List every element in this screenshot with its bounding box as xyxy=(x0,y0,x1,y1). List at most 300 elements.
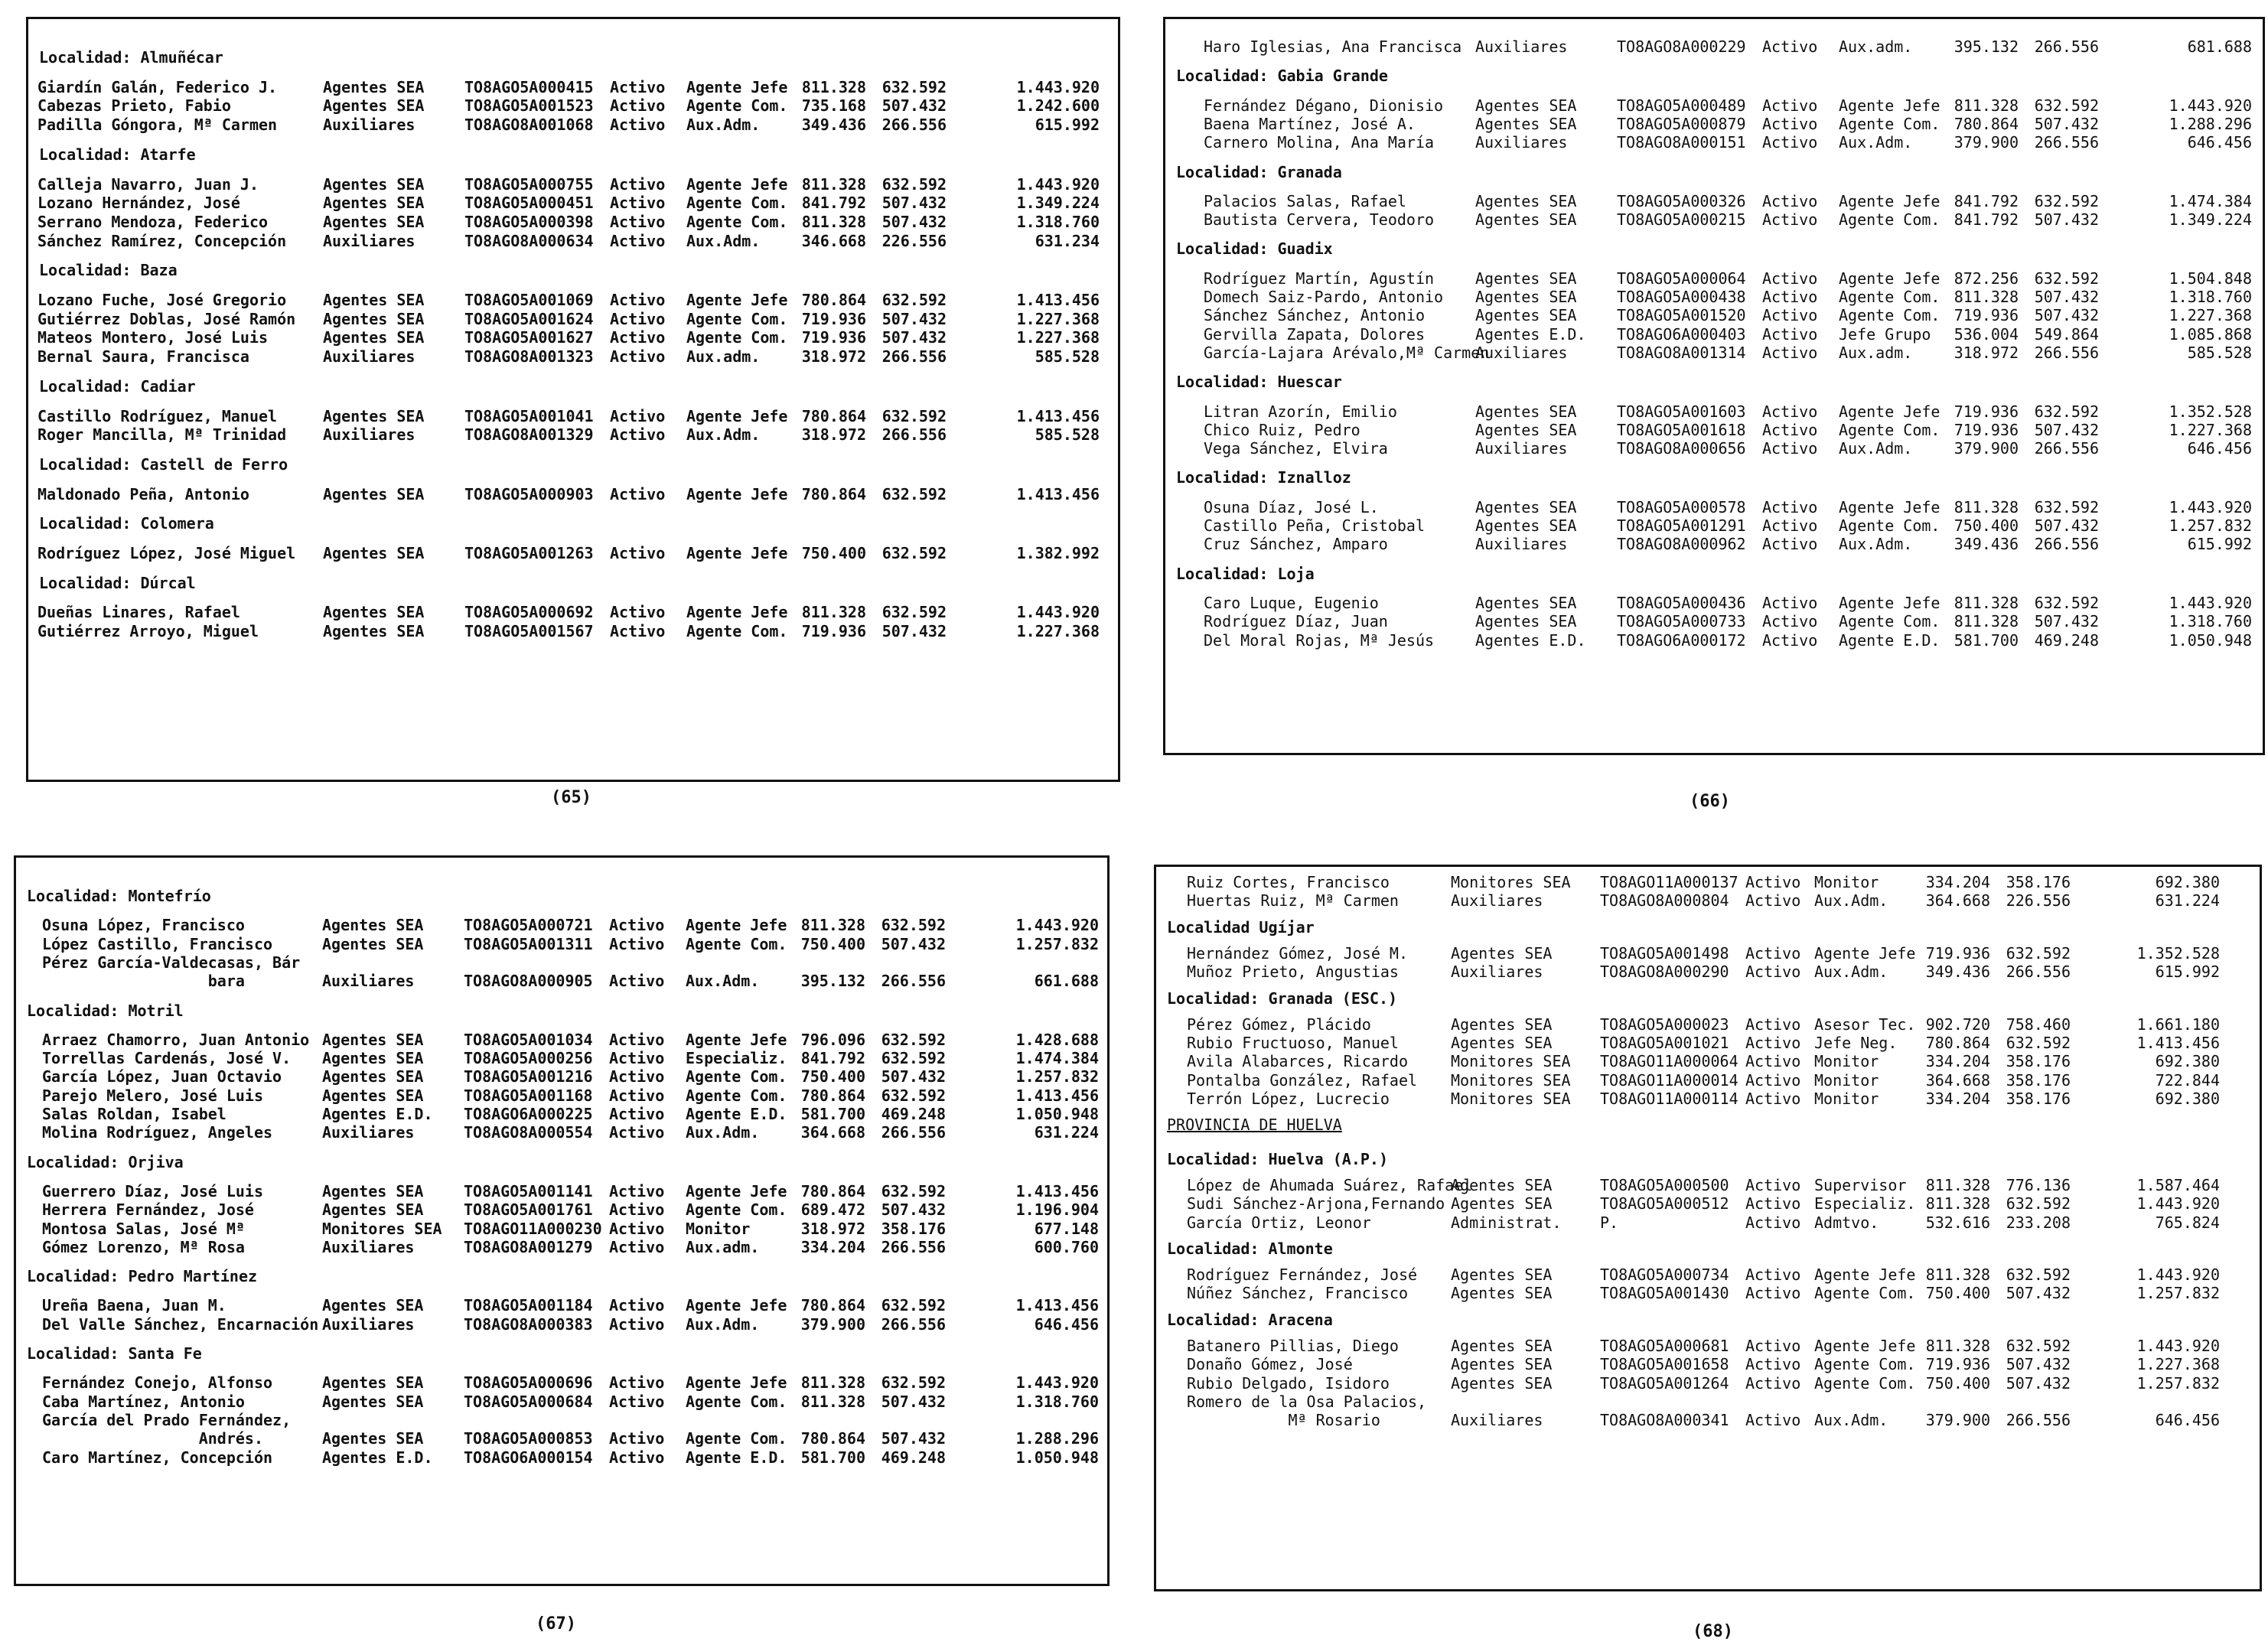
cell-amount-2: 507.432 xyxy=(2034,420,2099,439)
cell-amount-2: 632.592 xyxy=(881,77,947,96)
table-panel-66 xyxy=(1163,17,2265,755)
cell-position: Aux.Adm. xyxy=(686,231,761,250)
table-row xyxy=(1165,288,2263,306)
cell-code: TO8AGO8A001329 xyxy=(464,425,594,445)
cell-name: Caro Martínez, Concepción xyxy=(42,1448,273,1467)
cell-amount-2: 632.592 xyxy=(2006,1337,2071,1355)
cell-code: TO8AGO5A000721 xyxy=(464,916,593,935)
cell-status: Activo xyxy=(609,1200,665,1220)
cell-category: Auxiliares xyxy=(1451,891,1543,910)
cell-amount-1: 379.900 xyxy=(1925,1411,1990,1430)
cell-total: 1.443.920 xyxy=(1016,77,1100,96)
cell-name: Rodríguez López, José Miguel xyxy=(37,544,296,562)
cell-name: Guerrero Díaz, José Luis xyxy=(42,1181,263,1200)
cell-amount-1: 811.328 xyxy=(1954,612,2019,631)
table-row xyxy=(16,1429,1107,1448)
cell-amount-2: 632.592 xyxy=(881,291,947,309)
cell-status: Activo xyxy=(610,174,666,194)
cell-amount-1: 750.400 xyxy=(800,934,865,953)
cell-category: Agentes SEA xyxy=(323,484,425,503)
cell-position: Aux.adm. xyxy=(1839,343,1913,362)
cell-position: Agente Com. xyxy=(686,1067,787,1086)
cell-category: Auxiliares xyxy=(1475,343,1568,362)
cell-amount-1: 811.328 xyxy=(801,174,866,194)
cell-category: Agentes SEA xyxy=(1451,1337,1553,1355)
cell-status: Activo xyxy=(1762,497,1818,516)
cell-status: Activo xyxy=(609,1296,665,1315)
cell-amount-1: 841.792 xyxy=(801,194,866,213)
table-row xyxy=(1156,1090,2260,1108)
cell-status: Activo xyxy=(1745,1213,1801,1232)
locality-heading: Localidad: Huelva (A.P.) xyxy=(1167,1149,1388,1168)
cell-code: TO8AGO5A000903 xyxy=(464,484,594,503)
table-panel-68 xyxy=(1154,865,2262,1591)
cell-amount-2: 632.592 xyxy=(2006,1034,2071,1053)
table-row xyxy=(28,310,1118,328)
cell-amount-2: 632.592 xyxy=(881,1296,946,1315)
cell-position: Monitor xyxy=(1814,1052,1879,1071)
cell-code: TO8AGO5A000489 xyxy=(1617,96,1746,115)
cell-amount-1: 811.328 xyxy=(1954,288,2019,306)
cell-category: Agentes E.D. xyxy=(322,1448,433,1467)
cell-position: Monitor xyxy=(686,1219,751,1238)
cell-total: 1.587.464 xyxy=(2136,1175,2220,1194)
cell-name: Gutiérrez Arroyo, Miguel xyxy=(37,622,259,641)
cell-name: Chico Ruiz, Pedro xyxy=(1204,420,1360,439)
cell-category: Agentes SEA xyxy=(1475,497,1577,516)
cell-amount-1: 349.436 xyxy=(1925,963,1990,982)
cell-amount-2: 632.592 xyxy=(881,406,947,425)
table-row xyxy=(1165,210,2263,229)
cell-code: TO8AGO8A001323 xyxy=(464,347,594,366)
cell-amount-2: 266.556 xyxy=(2034,133,2099,152)
cell-name: Pérez García-Valdecasas, Bár xyxy=(42,953,301,972)
cell-total: 1.443.920 xyxy=(2169,497,2252,516)
cell-category: Agentes SEA xyxy=(1451,1015,1553,1034)
cell-position: Agente Jefe xyxy=(686,406,788,425)
table-row xyxy=(28,96,1118,115)
table-row xyxy=(28,116,1118,134)
cell-code: TO8AGO6A000403 xyxy=(1617,324,1746,344)
cell-name: bara xyxy=(42,972,245,991)
cell-category: Agentes SEA xyxy=(1451,1194,1553,1213)
table-row xyxy=(16,953,1107,972)
cell-category: Agentes SEA xyxy=(323,194,425,213)
cell-code: TO8AGO5A001311 xyxy=(464,934,593,953)
cell-category: Agentes SEA xyxy=(1451,1034,1553,1053)
cell-category: Agentes SEA xyxy=(322,1049,424,1068)
cell-name: Mª Rosario xyxy=(1187,1411,1380,1430)
table-row xyxy=(1165,96,2263,115)
cell-status: Activo xyxy=(1745,1337,1801,1355)
cell-amount-1: 349.436 xyxy=(801,116,866,135)
cell-status: Activo xyxy=(609,916,665,935)
cell-status: Activo xyxy=(609,1373,665,1393)
cell-code: TO8AGO5A001168 xyxy=(464,1086,593,1105)
cell-amount-1: 750.400 xyxy=(801,544,866,562)
locality-heading: Localidad: Motril xyxy=(27,1001,184,1020)
cell-code: TO8AGO5A001184 xyxy=(464,1296,593,1315)
cell-name: García Ortiz, Leonor xyxy=(1187,1213,1371,1232)
cell-total: 615.992 xyxy=(2187,535,2252,554)
cell-position: Admtvo. xyxy=(1814,1213,1879,1232)
cell-code: TO8AGO8A001068 xyxy=(464,116,594,135)
cell-total: 585.528 xyxy=(2187,343,2252,362)
cell-name: Caro Luque, Eugenio xyxy=(1204,593,1379,612)
table-row xyxy=(1156,1194,2260,1213)
cell-status: Activo xyxy=(1745,943,1801,963)
cell-position: Asesor Tec. xyxy=(1814,1015,1916,1034)
cell-position: Agente Com. xyxy=(686,622,788,641)
table-row xyxy=(1156,1411,2260,1429)
cell-category: Agentes SEA xyxy=(322,916,424,935)
cell-position: Agente Jefe xyxy=(686,1030,787,1049)
cell-amount-2: 266.556 xyxy=(2006,1411,2071,1430)
cell-position: Agente Com. xyxy=(1814,1355,1916,1374)
cell-position: Jefe Grupo xyxy=(1839,324,1931,344)
table-panel-65 xyxy=(26,17,1120,782)
cell-name: Gervilla Zapata, Dolores xyxy=(1204,324,1425,344)
cell-amount-2: 758.460 xyxy=(2006,1015,2071,1034)
cell-category: Agentes SEA xyxy=(1475,288,1577,306)
cell-status: Activo xyxy=(1762,324,1818,344)
cell-category: Agentes SEA xyxy=(1475,612,1577,631)
cell-amount-2: 507.432 xyxy=(881,934,946,953)
cell-status: Activo xyxy=(609,1448,665,1467)
cell-amount-1: 318.972 xyxy=(800,1219,865,1238)
cell-total: 1.443.920 xyxy=(2136,1266,2220,1285)
cell-position: Aux.adm. xyxy=(686,347,761,366)
cell-category: Agentes SEA xyxy=(1451,1373,1553,1393)
cell-amount-1: 334.204 xyxy=(1925,1090,1990,1108)
locality-heading: Localidad: Atarfe xyxy=(39,145,196,164)
cell-amount-1: 780.864 xyxy=(800,1429,865,1448)
table-row xyxy=(1156,1034,2260,1052)
cell-total: 631.224 xyxy=(1034,1123,1099,1142)
table-row xyxy=(1165,37,2263,56)
cell-name: Litran Azorín, Emilio xyxy=(1204,402,1397,421)
cell-status: Activo xyxy=(1762,343,1818,362)
table-row xyxy=(1156,1266,2260,1284)
cell-amount-1: 750.400 xyxy=(1954,516,2019,535)
cell-status: Activo xyxy=(1745,1070,1801,1090)
cell-amount-2: 507.432 xyxy=(2006,1284,2071,1303)
cell-amount-1: 750.400 xyxy=(1925,1284,1990,1303)
cell-total: 1.242.600 xyxy=(1016,96,1100,116)
locality-heading: Localidad: Cadiar xyxy=(39,376,196,396)
panel-caption-65: (65) xyxy=(551,788,591,807)
cell-amount-1: 334.204 xyxy=(1925,873,1990,891)
table-row xyxy=(1156,1213,2260,1232)
table-row xyxy=(16,972,1107,990)
cell-position: Agente Com. xyxy=(1814,1373,1916,1393)
cell-status: Activo xyxy=(609,1314,665,1334)
cell-code: TO8AGO5A000326 xyxy=(1617,191,1746,210)
table-row xyxy=(1165,325,2263,344)
cell-category: Agentes SEA xyxy=(1475,210,1577,230)
table-row xyxy=(16,1373,1107,1392)
cell-code: TO8AGO5A001658 xyxy=(1600,1355,1729,1374)
cell-category: Agentes SEA xyxy=(1475,516,1577,535)
cell-code: TO8AGO5A001141 xyxy=(464,1181,593,1200)
cell-total: 1.227.368 xyxy=(2136,1355,2220,1374)
cell-position: Agente Jefe xyxy=(1839,269,1941,288)
cell-category: Agentes SEA xyxy=(323,77,425,96)
cell-category: Agentes E.D. xyxy=(1475,324,1586,344)
cell-amount-2: 469.248 xyxy=(881,1448,946,1467)
cell-position: Agente Jefe xyxy=(686,174,788,194)
cell-amount-1: 334.204 xyxy=(1925,1052,1990,1071)
cell-code: TO8AGO8A000804 xyxy=(1600,891,1729,910)
cell-position: Monitor xyxy=(1814,1070,1879,1090)
cell-code: TO8AGO5A000696 xyxy=(464,1373,593,1393)
table-row xyxy=(16,1296,1107,1314)
cell-total: 585.528 xyxy=(1035,347,1100,366)
table-row xyxy=(1156,1374,2260,1393)
cell-total: 1.349.224 xyxy=(2169,210,2252,230)
cell-name: Torrellas Cardenás, José V. xyxy=(42,1049,292,1068)
cell-status: Activo xyxy=(610,425,666,445)
table-row xyxy=(1156,944,2260,963)
cell-amount-2: 507.432 xyxy=(881,96,947,116)
table-row xyxy=(1156,1337,2260,1355)
cell-status: Activo xyxy=(1745,891,1801,910)
cell-amount-2: 266.556 xyxy=(881,116,947,135)
cell-total: 631.234 xyxy=(1035,231,1100,250)
cell-amount-2: 358.176 xyxy=(2006,1090,2071,1108)
cell-name: Terrón López, Lucrecio xyxy=(1187,1090,1390,1108)
cell-category: Agentes SEA xyxy=(1451,943,1553,963)
cell-category: Agentes SEA xyxy=(1475,269,1577,288)
cell-status: Activo xyxy=(609,972,665,991)
cell-name: Rodríguez Fernández, José xyxy=(1187,1266,1418,1285)
cell-amount-2: 233.208 xyxy=(2006,1213,2071,1232)
cell-status: Activo xyxy=(609,1049,665,1068)
locality-heading: Localidad: Granada (ESC.) xyxy=(1167,989,1398,1008)
cell-code: TO8AGO8A000151 xyxy=(1617,133,1746,152)
cell-amount-1: 780.864 xyxy=(800,1296,865,1315)
cell-category: Agentes SEA xyxy=(323,212,425,231)
cell-name: Palacios Salas, Rafael xyxy=(1204,191,1406,210)
cell-code: P. xyxy=(1600,1213,1619,1232)
cell-code: TO8AGO8A000634 xyxy=(464,231,594,250)
cell-amount-1: 536.004 xyxy=(1954,324,2019,344)
cell-total: 1.318.760 xyxy=(1015,1392,1099,1411)
cell-category: Agentes SEA xyxy=(1451,1284,1553,1303)
panel-caption-68: (68) xyxy=(1693,1622,1733,1641)
cell-amount-1: 811.328 xyxy=(1954,96,2019,115)
cell-status: Activo xyxy=(610,116,666,135)
cell-category: Agentes E.D. xyxy=(322,1105,433,1123)
locality-heading: Localidad: Iznalloz xyxy=(1176,468,1351,487)
cell-position: Especializ. xyxy=(1814,1194,1916,1213)
cell-amount-1: 750.400 xyxy=(1925,1373,1990,1393)
cell-total: 646.456 xyxy=(1034,1314,1099,1334)
cell-amount-1: 811.328 xyxy=(1925,1266,1990,1285)
cell-code: TO8AGO8A001314 xyxy=(1617,343,1746,362)
table-panel-67 xyxy=(14,855,1110,1586)
table-row xyxy=(16,935,1107,953)
cell-amount-2: 507.432 xyxy=(881,212,947,231)
cell-status: Activo xyxy=(1745,1015,1801,1034)
cell-position: Agente Com. xyxy=(1839,114,1941,133)
cell-name: Lozano Fuche, José Gregorio xyxy=(37,291,287,309)
cell-name: Pérez Gómez, Plácido xyxy=(1187,1015,1371,1034)
cell-category: Agentes SEA xyxy=(322,934,424,953)
cell-name: Mateos Montero, José Luis xyxy=(37,328,269,347)
cell-amount-2: 507.432 xyxy=(2006,1355,2071,1374)
cell-name: Muñoz Prieto, Angustias xyxy=(1187,963,1399,982)
cell-code: TO8AGO6A000154 xyxy=(464,1448,593,1467)
cell-amount-1: 379.900 xyxy=(1954,133,2019,152)
cell-amount-2: 776.136 xyxy=(2006,1175,2071,1194)
cell-category: Auxiliares xyxy=(323,425,415,445)
cell-code: TO8AGO5A001761 xyxy=(464,1200,593,1220)
cell-total: 1.318.760 xyxy=(2169,612,2252,631)
cell-position: Agente Com. xyxy=(686,1392,787,1411)
cell-amount-1: 811.328 xyxy=(800,1373,865,1393)
cell-code: TO8AGO5A001627 xyxy=(464,328,594,347)
cell-position: Agente Jefe xyxy=(686,603,788,622)
cell-code: TO8AGO5A000215 xyxy=(1617,210,1746,230)
cell-code: TO8AGO11A000014 xyxy=(1600,1070,1738,1090)
cell-category: Monitores SEA xyxy=(322,1219,442,1238)
cell-status: Activo xyxy=(609,1105,665,1123)
cell-name: Roger Mancilla, Mª Trinidad xyxy=(37,425,287,445)
cell-total: 661.688 xyxy=(1034,972,1099,991)
cell-code: TO8AGO11A000230 xyxy=(464,1219,602,1238)
cell-code: TO8AGO8A000383 xyxy=(464,1314,593,1334)
cell-total: 1.050.948 xyxy=(1015,1448,1099,1467)
cell-status: Activo xyxy=(1762,269,1818,288)
cell-status: Activo xyxy=(1745,1090,1801,1108)
cell-amount-2: 632.592 xyxy=(881,1030,946,1049)
cell-code: TO8AGO5A000853 xyxy=(464,1429,593,1448)
cell-category: Monitores SEA xyxy=(1451,1070,1571,1090)
cell-position: Agente Jefe xyxy=(1839,402,1941,421)
cell-amount-1: 841.792 xyxy=(1954,191,2019,210)
cell-name: Sánchez Sánchez, Antonio xyxy=(1204,306,1425,325)
cell-amount-2: 266.556 xyxy=(2034,535,2099,554)
cell-amount-1: 811.328 xyxy=(1925,1175,1990,1194)
cell-total: 677.148 xyxy=(1034,1219,1099,1238)
cell-amount-2: 507.432 xyxy=(881,328,947,347)
locality-heading: Localidad: Gabia Grande xyxy=(1176,67,1388,86)
cell-amount-1: 318.972 xyxy=(801,347,866,366)
cell-category: Monitores SEA xyxy=(1451,1090,1571,1108)
cell-total: 646.456 xyxy=(2187,439,2252,458)
table-row xyxy=(1165,421,2263,439)
cell-amount-1: 364.668 xyxy=(1925,1070,1990,1090)
cell-amount-1: 379.900 xyxy=(800,1314,865,1334)
locality-heading: Localidad: Montefrío xyxy=(27,887,211,905)
cell-status: Activo xyxy=(1762,439,1818,458)
cell-name: Rodríguez Díaz, Juan xyxy=(1204,612,1388,631)
locality-heading: Localidad: Orjiva xyxy=(27,1152,184,1171)
cell-amount-1: 750.400 xyxy=(800,1067,865,1086)
cell-total: 1.413.456 xyxy=(1015,1296,1099,1315)
table-row xyxy=(1165,612,2263,630)
cell-total: 1.443.920 xyxy=(1015,916,1099,935)
cell-position: Agente Jefe xyxy=(1814,1266,1916,1285)
cell-status: Activo xyxy=(609,1429,665,1448)
cell-status: Activo xyxy=(1762,191,1818,210)
cell-amount-1: 364.668 xyxy=(800,1123,865,1142)
cell-category: Agentes SEA xyxy=(1475,306,1577,325)
table-row xyxy=(1165,344,2263,362)
cell-code: TO8AGO5A000438 xyxy=(1617,288,1746,306)
table-row xyxy=(1165,115,2263,133)
cell-status: Activo xyxy=(1745,1284,1801,1303)
cell-total: 1.257.832 xyxy=(2136,1373,2220,1393)
cell-total: 646.456 xyxy=(2187,133,2252,152)
cell-total: 722.844 xyxy=(2155,1070,2220,1090)
cell-status: Activo xyxy=(1762,630,1818,650)
cell-total: 1.504.848 xyxy=(2169,269,2252,288)
cell-position: Agente Jefe xyxy=(686,77,788,96)
table-row xyxy=(28,213,1118,231)
cell-amount-2: 507.432 xyxy=(881,309,947,328)
cell-amount-2: 632.592 xyxy=(2034,96,2099,115)
table-row xyxy=(28,347,1118,366)
cell-position: Agente Jefe xyxy=(1814,1337,1916,1355)
table-row xyxy=(28,328,1118,347)
cell-amount-2: 632.592 xyxy=(2034,402,2099,421)
cell-total: 1.257.832 xyxy=(2136,1284,2220,1303)
cell-amount-2: 469.248 xyxy=(881,1105,946,1123)
cell-total: 1.443.920 xyxy=(2169,96,2252,115)
cell-amount-2: 266.556 xyxy=(881,1123,946,1142)
cell-category: Agentes SEA xyxy=(322,1373,424,1393)
cell-code: TO8AGO8A000554 xyxy=(464,1123,593,1142)
locality-heading: Localidad: Dúrcal xyxy=(39,573,196,592)
cell-amount-2: 266.556 xyxy=(881,347,947,366)
cell-amount-1: 364.668 xyxy=(1925,891,1990,910)
cell-status: Activo xyxy=(609,934,665,953)
cell-code: TO8AGO8A000229 xyxy=(1617,37,1746,56)
cell-name: Cabezas Prieto, Fabio xyxy=(37,96,231,116)
cell-amount-1: 395.132 xyxy=(1954,37,2019,56)
cell-category: Agentes SEA xyxy=(1475,420,1577,439)
cell-position: Agente E.D. xyxy=(686,1448,787,1467)
cell-category: Agentes SEA xyxy=(1475,191,1577,210)
cell-position: Agente Com. xyxy=(1839,210,1941,230)
cell-total: 1.085.868 xyxy=(2169,324,2252,344)
cell-name: Giardín Galán, Federico J. xyxy=(37,77,278,96)
cell-category: Auxiliares xyxy=(1451,963,1543,982)
cell-code: TO8AGO5A001021 xyxy=(1600,1034,1729,1053)
cell-total: 1.257.832 xyxy=(1015,934,1099,953)
cell-amount-2: 266.556 xyxy=(881,425,947,445)
cell-total: 692.380 xyxy=(2155,1052,2220,1071)
cell-amount-2: 358.176 xyxy=(2006,1070,2071,1090)
cell-name: Molina Rodríguez, Angeles xyxy=(42,1123,273,1142)
cell-category: Agentes SEA xyxy=(323,544,425,562)
cell-position: Supervisor xyxy=(1814,1175,1907,1194)
cell-code: TO8AGO5A000681 xyxy=(1600,1337,1729,1355)
cell-position: Agente Com. xyxy=(1839,516,1941,535)
cell-name: Fernández Conejo, Alfonso xyxy=(42,1373,273,1393)
locality-heading: Localidad: Almonte xyxy=(1167,1239,1333,1258)
cell-status: Activo xyxy=(1762,288,1818,306)
cell-amount-1: 780.864 xyxy=(800,1181,865,1200)
cell-name: Ureña Baena, Juan M. xyxy=(42,1296,226,1315)
cell-status: Activo xyxy=(609,1219,665,1238)
cell-status: Activo xyxy=(1762,96,1818,115)
cell-code: TO8AGO5A001216 xyxy=(464,1067,593,1086)
locality-heading: Localidad Ugíjar xyxy=(1167,917,1315,937)
cell-code: TO8AGO5A000500 xyxy=(1600,1175,1729,1194)
